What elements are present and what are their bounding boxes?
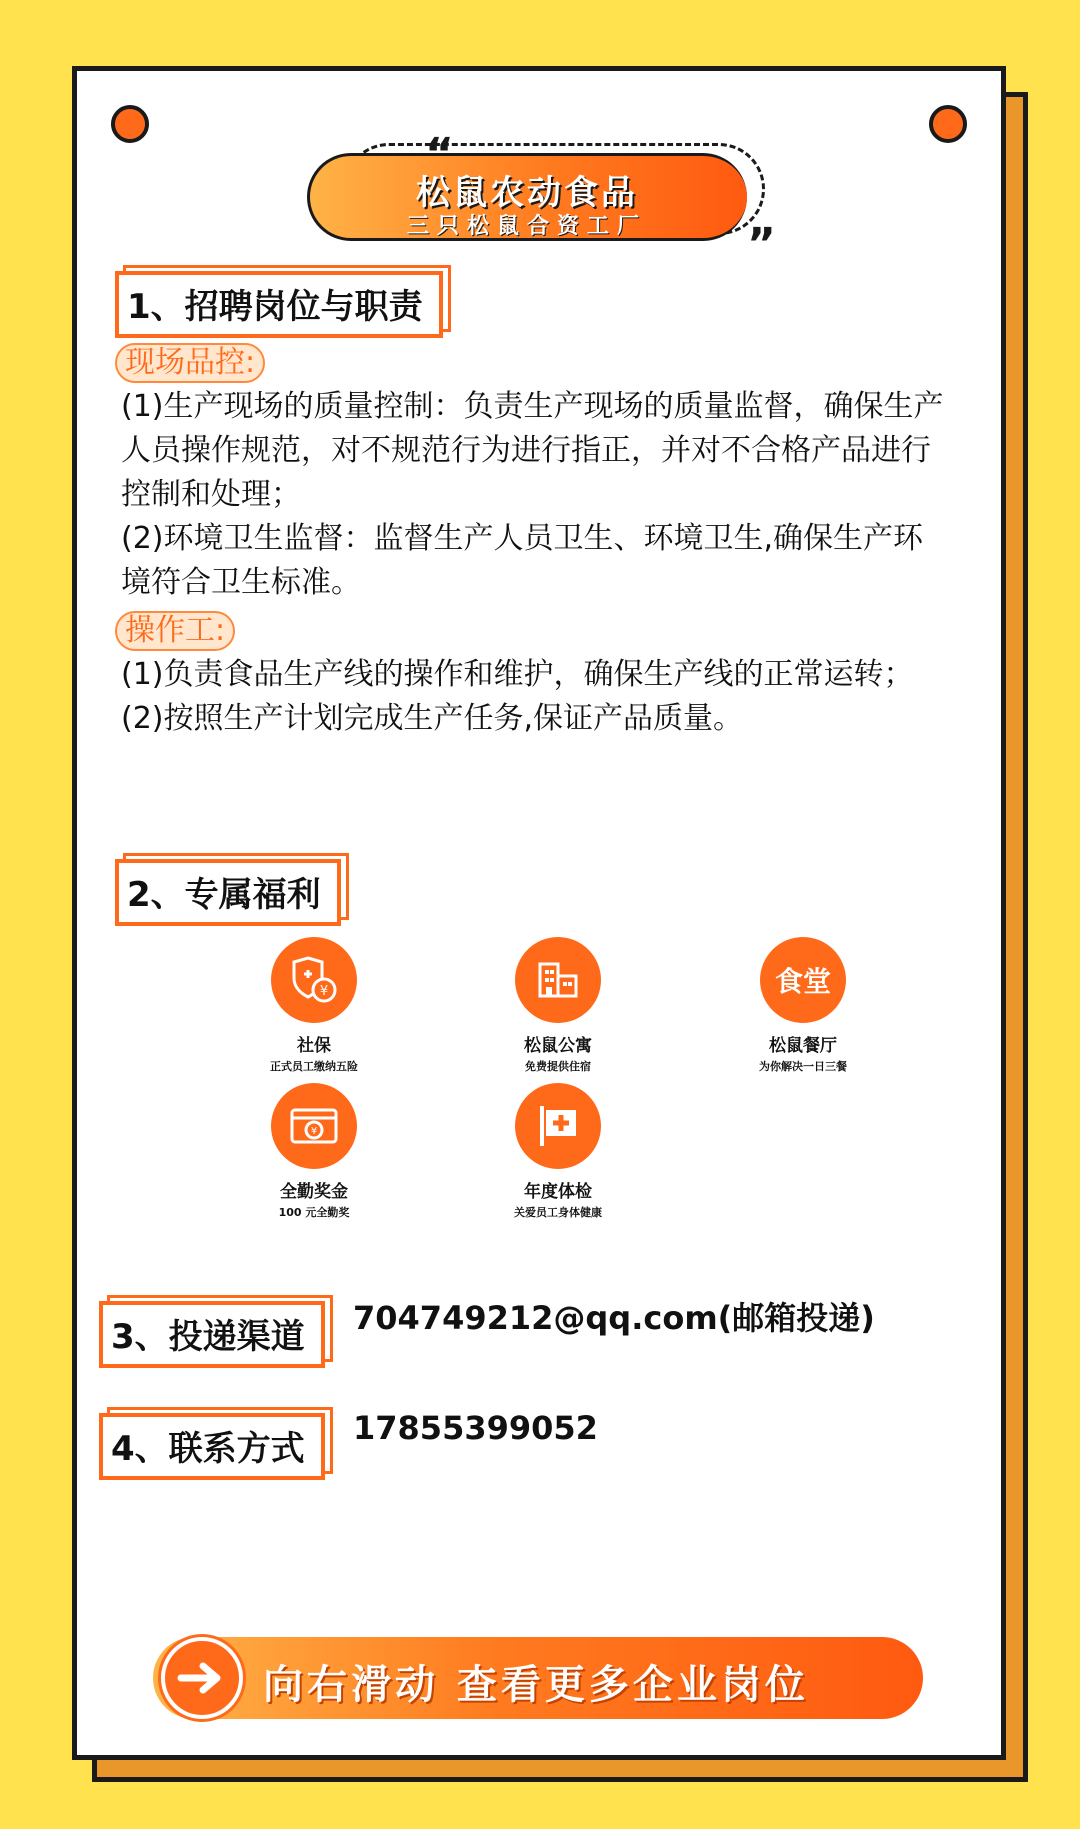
duty-line: (2)环境卫生监督：监督生产人员卫生、环境卫生,确保生产环境符合卫生标准。 bbox=[121, 521, 924, 600]
benefit-apartment: 松鼠公寓 免费提供住宿 bbox=[458, 937, 658, 1074]
section-heading-benefits: 2、专属福利 bbox=[115, 859, 341, 926]
pin-left-decoration bbox=[111, 105, 149, 143]
duty-line: (1)生产现场的质量控制：负责生产现场的质量监督，确保生产人员操作规范，对不规范行为进行指正，并对不合格产品进行控制和处理； bbox=[121, 389, 944, 512]
duty-line: (1)负责食品生产线的操作和维护，确保生产线的正常运转； bbox=[121, 657, 914, 692]
building-icon bbox=[515, 937, 601, 1023]
apply-email[interactable]: 704749212@qq.com(邮箱投递) bbox=[353, 1299, 875, 1337]
quote-open-icon: “ bbox=[425, 129, 454, 180]
company-title: 松鼠农动食品 bbox=[416, 173, 638, 213]
position-tag-quality: 现场品控: bbox=[115, 343, 265, 383]
duty-line: (2)按照生产计划完成生产任务,保证产品质量。 bbox=[121, 701, 744, 736]
poster-card bbox=[72, 66, 1006, 1760]
position-quality-duties bbox=[121, 385, 951, 605]
canteen-icon: 食堂 bbox=[760, 937, 846, 1023]
section-heading-contact: 4、联系方式 bbox=[99, 1413, 325, 1480]
contact-phone[interactable]: 17855399052 bbox=[353, 1409, 598, 1447]
benefit-health-check: 年度体检 关爱员工身体健康 bbox=[458, 1083, 658, 1220]
position-tag-operator: 操作工: bbox=[115, 611, 235, 651]
money-card-icon bbox=[271, 1083, 357, 1169]
pin-right-decoration bbox=[929, 105, 967, 143]
section-heading-jobs: 1、招聘岗位与职责 bbox=[115, 271, 443, 338]
benefit-canteen: 食堂 松鼠餐厅 为你解决一日三餐 bbox=[703, 937, 903, 1074]
svg-text:¥: ¥ bbox=[310, 1126, 318, 1137]
arrow-right-icon bbox=[161, 1637, 243, 1719]
swipe-right-label: 向右滑动 查看更多企业岗位 bbox=[263, 1662, 809, 1708]
header-banner bbox=[307, 129, 776, 270]
quote-close-icon: ” bbox=[747, 219, 776, 270]
svg-text:¥: ¥ bbox=[319, 984, 329, 999]
company-subtitle: 三只松鼠合资工厂 bbox=[406, 214, 647, 239]
benefit-attendance-bonus: ¥ 全勤奖金 100 元全勤奖 bbox=[214, 1083, 414, 1220]
shield-yen-icon bbox=[271, 937, 357, 1023]
section-heading-apply: 3、投递渠道 bbox=[99, 1301, 325, 1368]
swipe-right-button[interactable] bbox=[153, 1637, 923, 1719]
position-operator-duties bbox=[121, 653, 951, 741]
benefit-social-insurance: ¥ 社保 正式员工缴纳五险 bbox=[214, 937, 414, 1074]
medical-flag-icon bbox=[515, 1083, 601, 1169]
